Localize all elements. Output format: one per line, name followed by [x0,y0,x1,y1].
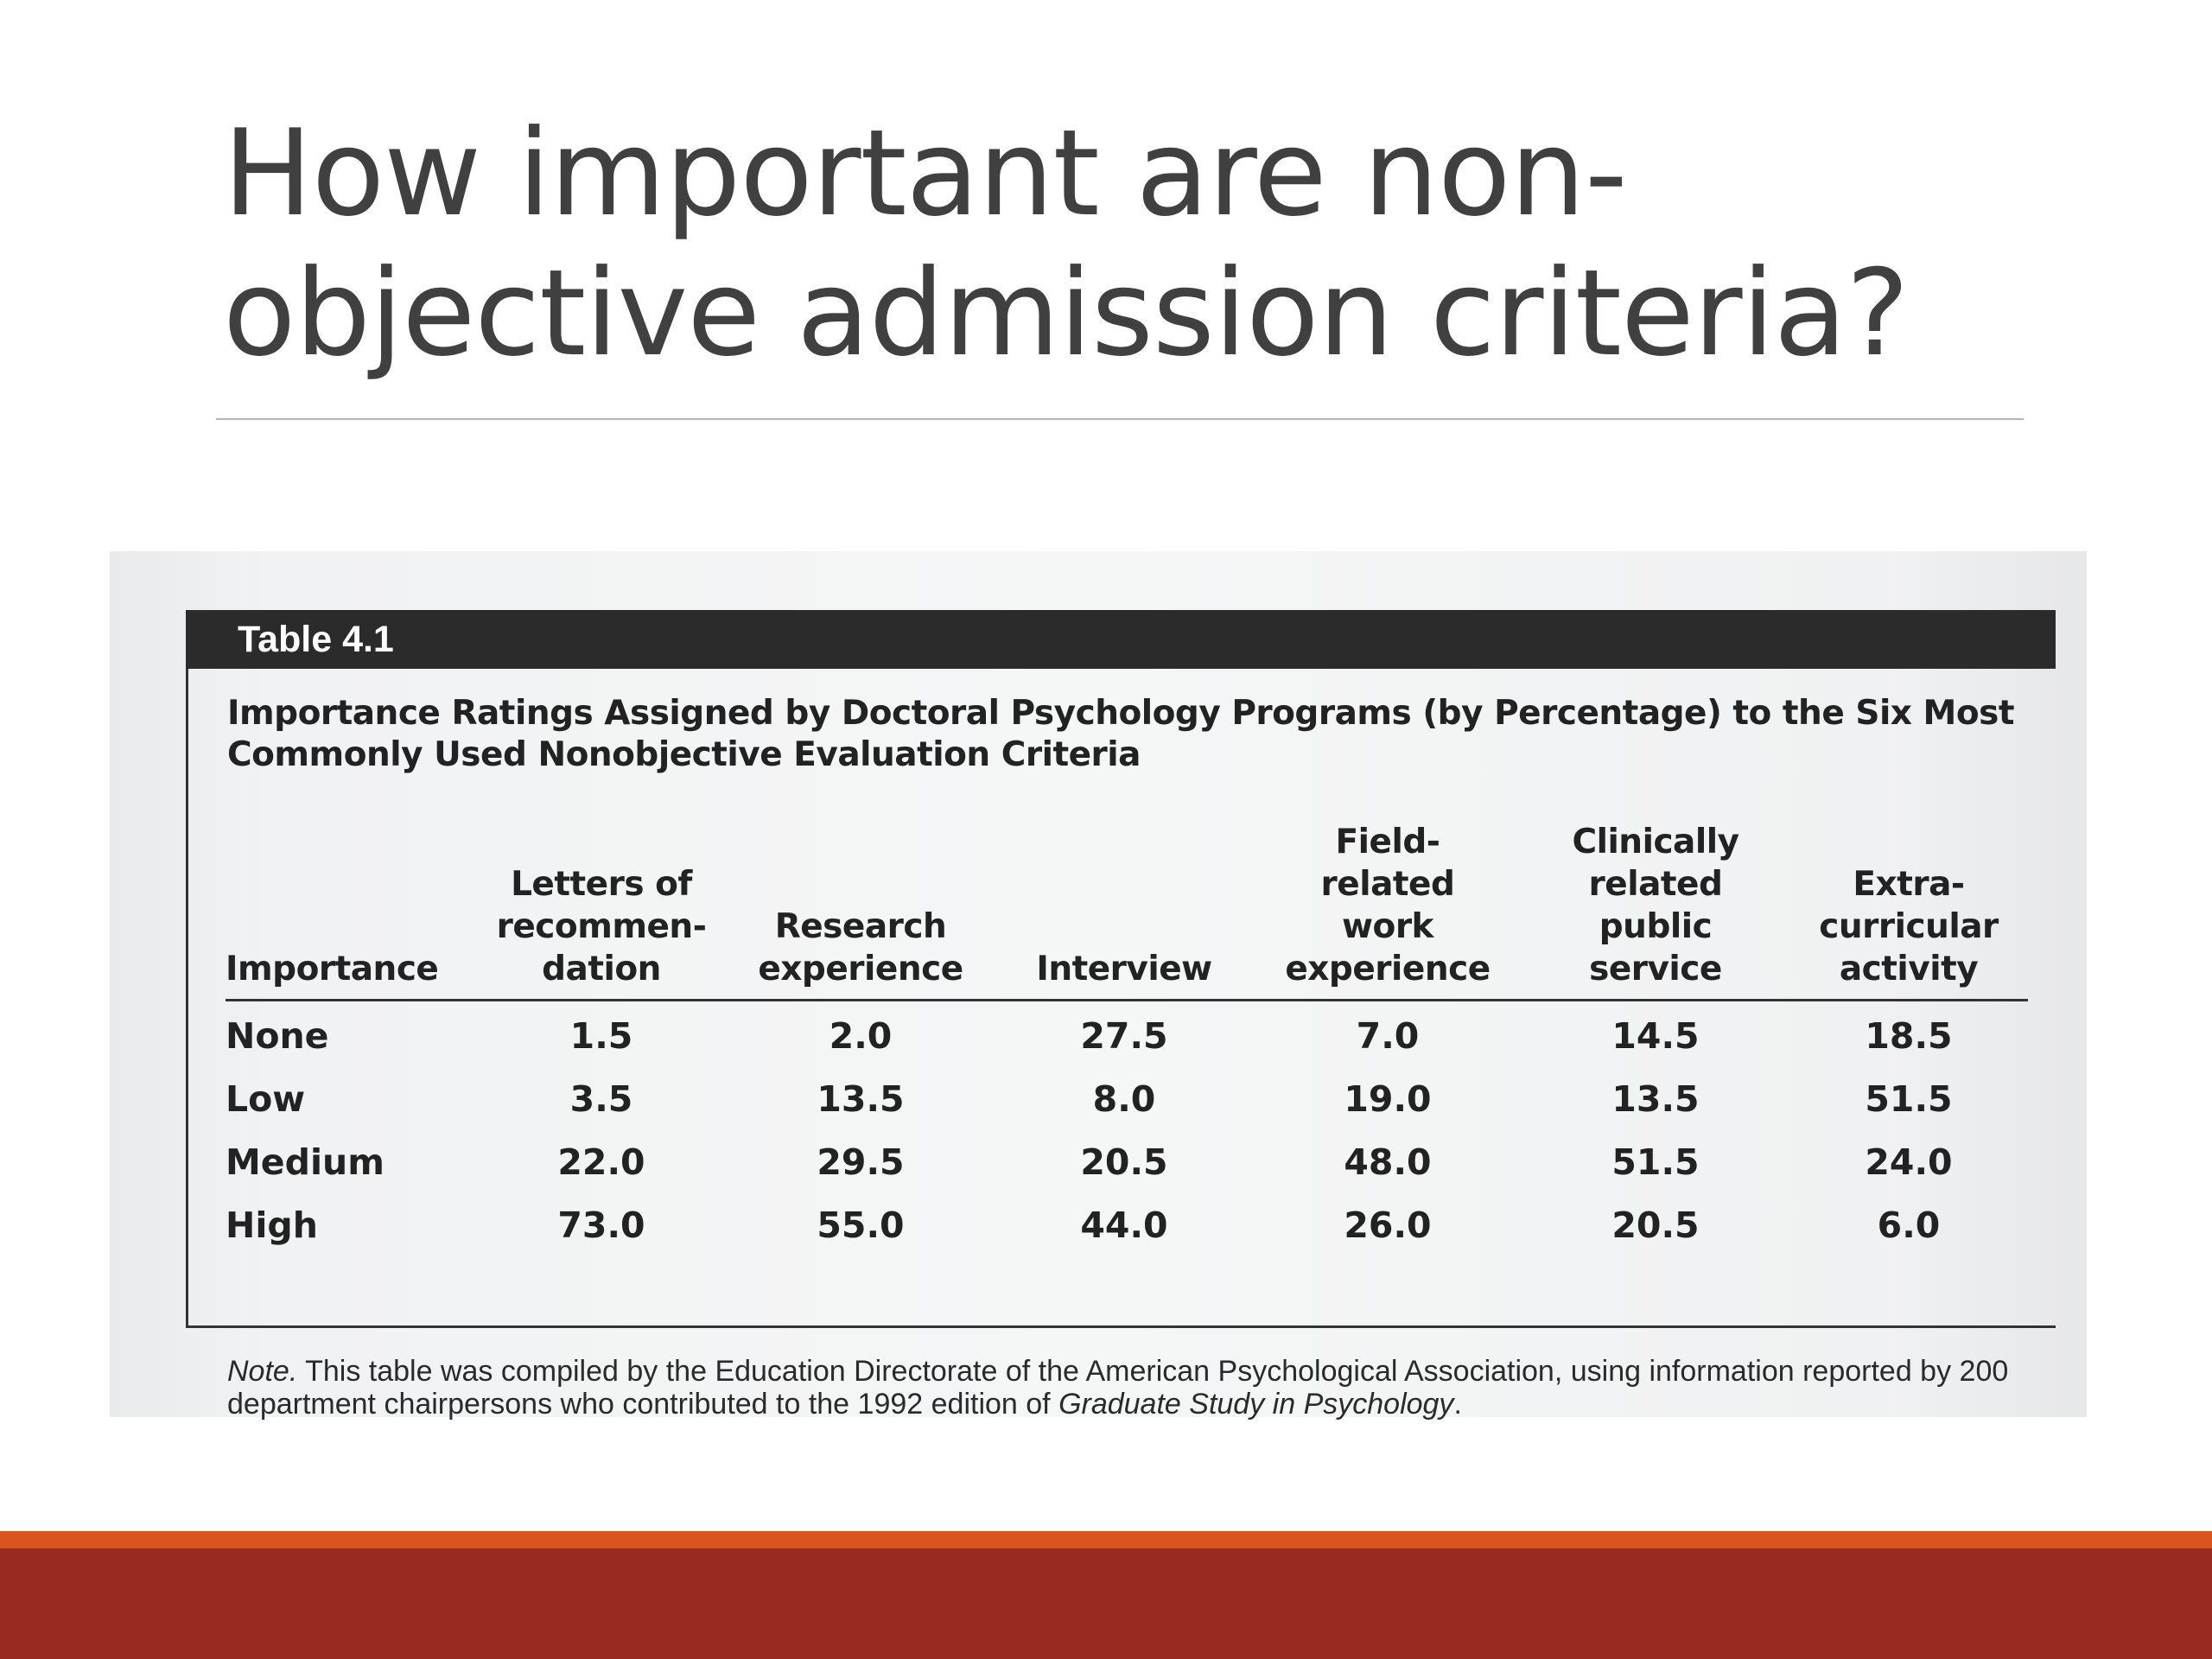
column-header [226,821,476,1001]
table-cell: 6.0 [1877,1205,1941,1246]
table-cell: 26.0 [1344,1205,1432,1246]
table-note-text: This table was compiled by the Education Directorate of the American Psychological Association, using information reported by 200 department chairpersons who contributed to the 1992 edition of [227,1355,2009,1421]
row-label: Low [226,1078,306,1120]
column-header [1789,821,2028,1001]
table-caption-line-2: Commonly Used Nonobjective Evaluation Criteria [227,735,1141,774]
table-cell: 29.5 [817,1141,905,1183]
table-cell: 22.0 [557,1141,645,1183]
importance-ratings-table [226,821,2028,1257]
column-header-line: activity [1839,950,1979,988]
table-note-label: Note. [227,1355,298,1388]
table-cell: 2.0 [829,1015,893,1057]
table-number: Table 4.1 [238,619,394,660]
table-cell: 14.5 [1611,1015,1700,1057]
column-header-line: Extra- [1853,865,1965,904]
row-label: High [226,1205,318,1246]
table-row [226,1131,2028,1194]
table-cell: 19.0 [1344,1078,1432,1120]
column-header-line: Interview [1036,950,1212,988]
column-header [1254,821,1522,1001]
table-body [226,1001,2028,1258]
column-header [476,821,727,1001]
slide-title-line-2: objective admission criteria? [223,244,1909,383]
table-cell: 7.0 [1356,1015,1420,1057]
slide-title-line-1: How important are non- [223,104,1627,243]
table-row [226,1001,2028,1069]
row-label: Medium [226,1141,385,1183]
table-caption [227,693,2024,776]
table-cell: 20.5 [1080,1141,1168,1183]
column-header-line: public [1599,907,1713,946]
table-cell: 73.0 [557,1205,645,1246]
table-cell: 3.5 [569,1078,633,1120]
table-cell: 48.0 [1344,1141,1432,1183]
column-header-line: service [1589,950,1722,988]
column-header [727,821,995,1001]
column-header-line: related [1588,865,1723,904]
column-header [1522,821,1789,1001]
column-header-line: Clinically [1572,823,1739,861]
slide-title [223,104,2037,384]
table-cell: 13.5 [1611,1078,1700,1120]
table-left-rule [186,669,188,1328]
row-label: None [226,1015,329,1057]
table-cell: 27.5 [1080,1015,1168,1057]
table-cell: 18.5 [1865,1015,1953,1057]
table-cell: 24.0 [1865,1141,1953,1183]
table-note [227,1355,2050,1421]
column-header-line: experience [758,950,963,988]
table-cell: 1.5 [569,1015,633,1057]
column-header-line: Research [774,907,947,946]
column-header-line: experience [1285,950,1491,988]
column-header-line: related [1320,865,1455,904]
table-row [226,1194,2028,1257]
table-header-bar [186,610,2056,669]
title-divider [216,418,2024,420]
table-note-publication: Graduate Study in Psychology [1058,1388,1454,1421]
column-header-line: dation [542,950,661,988]
table-cell: 51.5 [1865,1078,1953,1120]
column-header-line: Importance [226,950,439,988]
table-note-end: . [1453,1388,1462,1421]
table-cell: 55.0 [817,1205,905,1246]
table-caption-line-1: Importance Ratings Assigned by Doctoral Psychology Programs (by Percentage) to the Six Most [227,694,2015,733]
table-cell: 44.0 [1080,1205,1168,1246]
column-header-line: Field- [1335,823,1440,861]
footer-accent-band [0,1531,2212,1548]
table-header-row [226,821,2028,1001]
scanned-table-image [110,551,2087,1421]
table-row [226,1068,2028,1131]
footer-band [0,1548,2212,1659]
column-header-line: recommen- [496,907,707,946]
table-cell: 13.5 [817,1078,905,1120]
table-container [186,610,2056,1421]
table-cell: 20.5 [1611,1205,1700,1246]
column-header-line: Letters of [511,865,692,904]
column-header-line: work [1342,907,1433,946]
column-header [995,821,1254,1001]
table-cell: 51.5 [1611,1141,1700,1183]
table-bottom-rule [186,1325,2056,1328]
table-cell: 8.0 [1092,1078,1156,1120]
column-header-line: curricular [1819,907,1999,946]
